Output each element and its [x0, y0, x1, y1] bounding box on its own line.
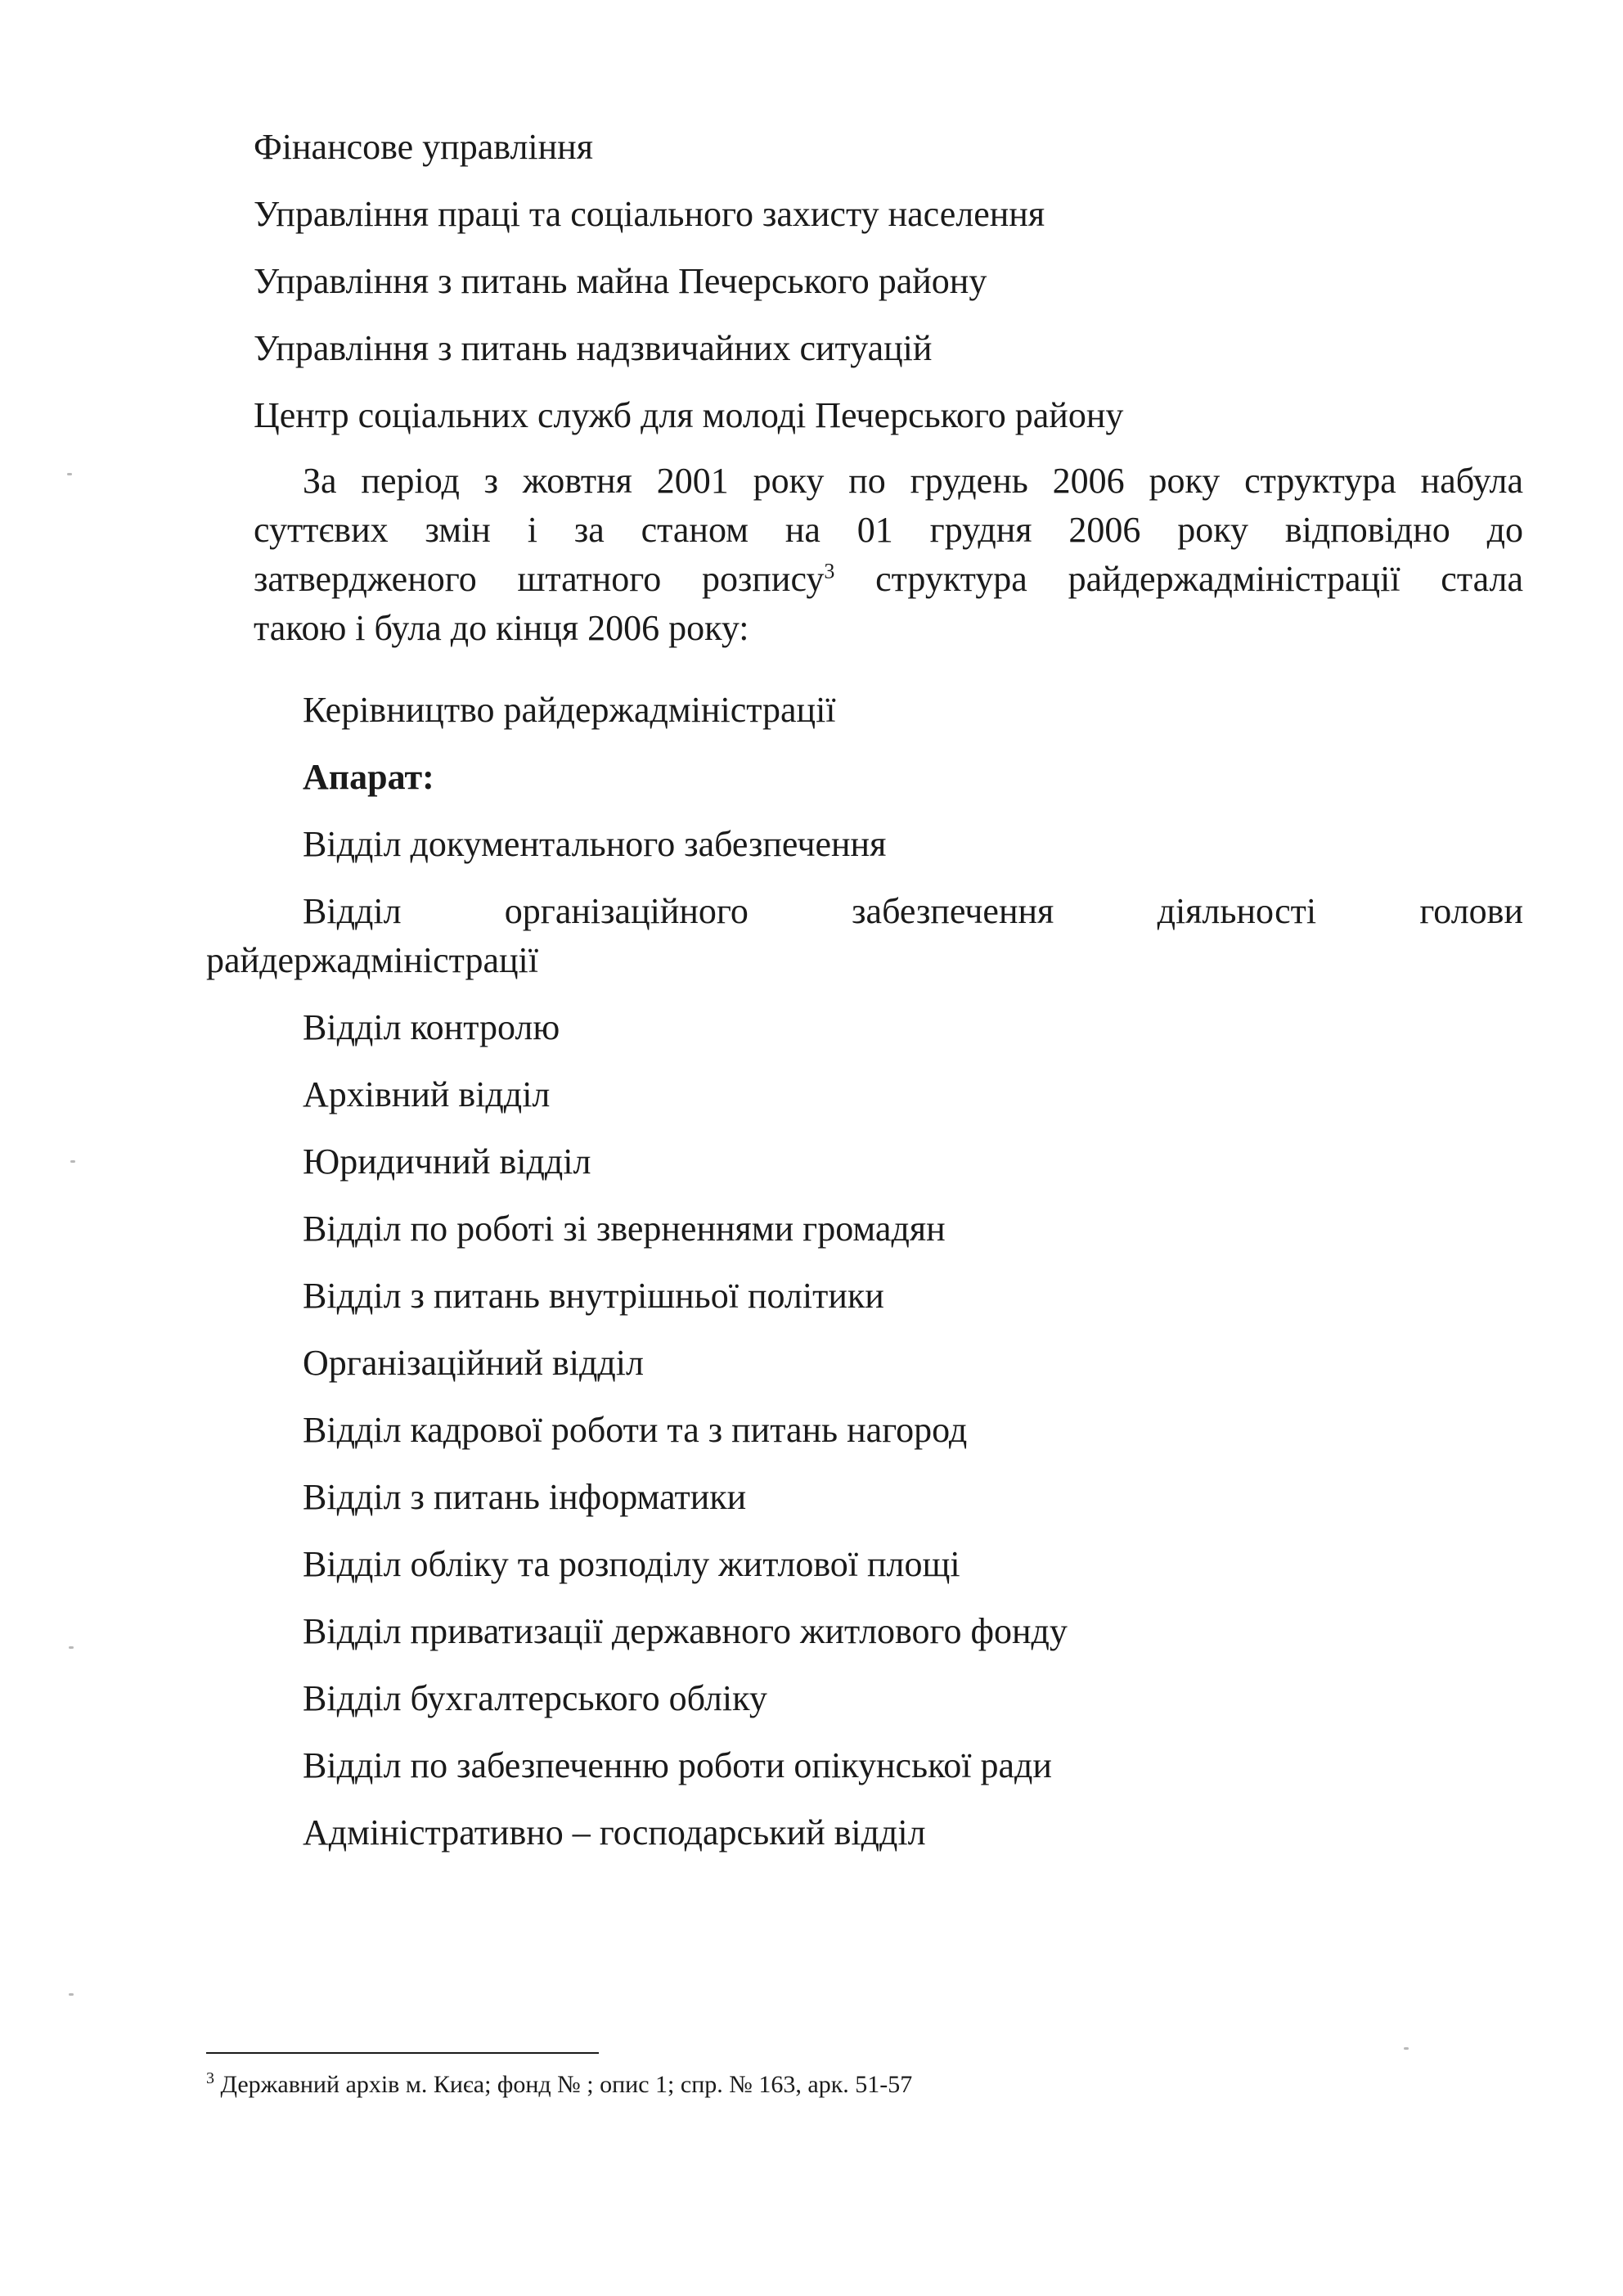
footnote-text: Державний архів м. Києа; фонд № ; опис 1; спр. № 163, арк. 51-57: [214, 2071, 913, 2098]
apparatus-heading: Апарат:: [303, 757, 434, 797]
apparatus-item-continuation: райдержадміністрації: [206, 940, 538, 980]
apparatus-item: Юридичний відділ: [303, 1141, 591, 1182]
footnote-mark: 3: [206, 2069, 214, 2087]
scan-speck: [69, 1646, 74, 1649]
paragraph-text: затвердженого штатного розпису: [254, 559, 825, 599]
scan-speck: [67, 473, 72, 475]
top-list-item: Центр соціальних служб для молоді Печерського району: [254, 395, 1124, 435]
top-list-item: Управління з питань майна Печерського району: [254, 261, 987, 301]
apparatus-item: Відділ організаційного забезпечення діяльності голови: [303, 891, 1523, 931]
apparatus-item: Архівний відділ: [303, 1074, 551, 1114]
paragraph-text: структура райдержадміністрації стала: [834, 559, 1523, 599]
paragraph-line: За період з жовтня 2001 року по грудень 2006 року структура набула: [303, 461, 1523, 501]
apparatus-item: Відділ по роботі зі зверненнями громадян: [303, 1209, 946, 1249]
apparatus-item: Відділ кадрової роботи та з питань нагород: [303, 1410, 968, 1450]
top-list-item: Управління праці та соціального захисту населення: [254, 194, 1045, 234]
footnote: [206, 2069, 912, 2101]
scan-speck: [1404, 2047, 1409, 2050]
scan-speck: [69, 1993, 74, 1996]
leadership-line: Керівництво райдержадміністрації: [303, 690, 836, 730]
paragraph-line: суттєвих змін і за станом на 01 грудня 2006 року відповідно до: [254, 510, 1523, 550]
apparatus-item: Відділ бухгалтерського обліку: [303, 1678, 767, 1718]
top-list-item: Управління з питань надзвичайних ситуацій: [254, 328, 933, 368]
footnote-reference: 3: [824, 559, 835, 583]
apparatus-item: Відділ по забезпеченню роботи опікунської ради: [303, 1745, 1052, 1785]
apparatus-item: Відділ документального забезпечення: [303, 824, 887, 864]
footnote-separator: [206, 2052, 599, 2054]
apparatus-item: Відділ з питань внутрішньої політики: [303, 1276, 884, 1316]
paragraph-line: [254, 555, 1523, 604]
apparatus-item: Відділ контролю: [303, 1007, 560, 1047]
top-list-item: Фінансове управління: [254, 127, 593, 167]
apparatus-item: Відділ приватизації державного житлового фонду: [303, 1611, 1068, 1651]
paragraph-line: такою і була до кінця 2006 року:: [254, 608, 749, 648]
scan-speck: [70, 1160, 75, 1163]
apparatus-item: Відділ з питань інформатики: [303, 1477, 747, 1517]
apparatus-item: Організаційний відділ: [303, 1343, 644, 1383]
apparatus-item: Адміністративно – господарський відділ: [303, 1812, 926, 1853]
apparatus-item: Відділ обліку та розподілу житлової площі: [303, 1544, 960, 1584]
